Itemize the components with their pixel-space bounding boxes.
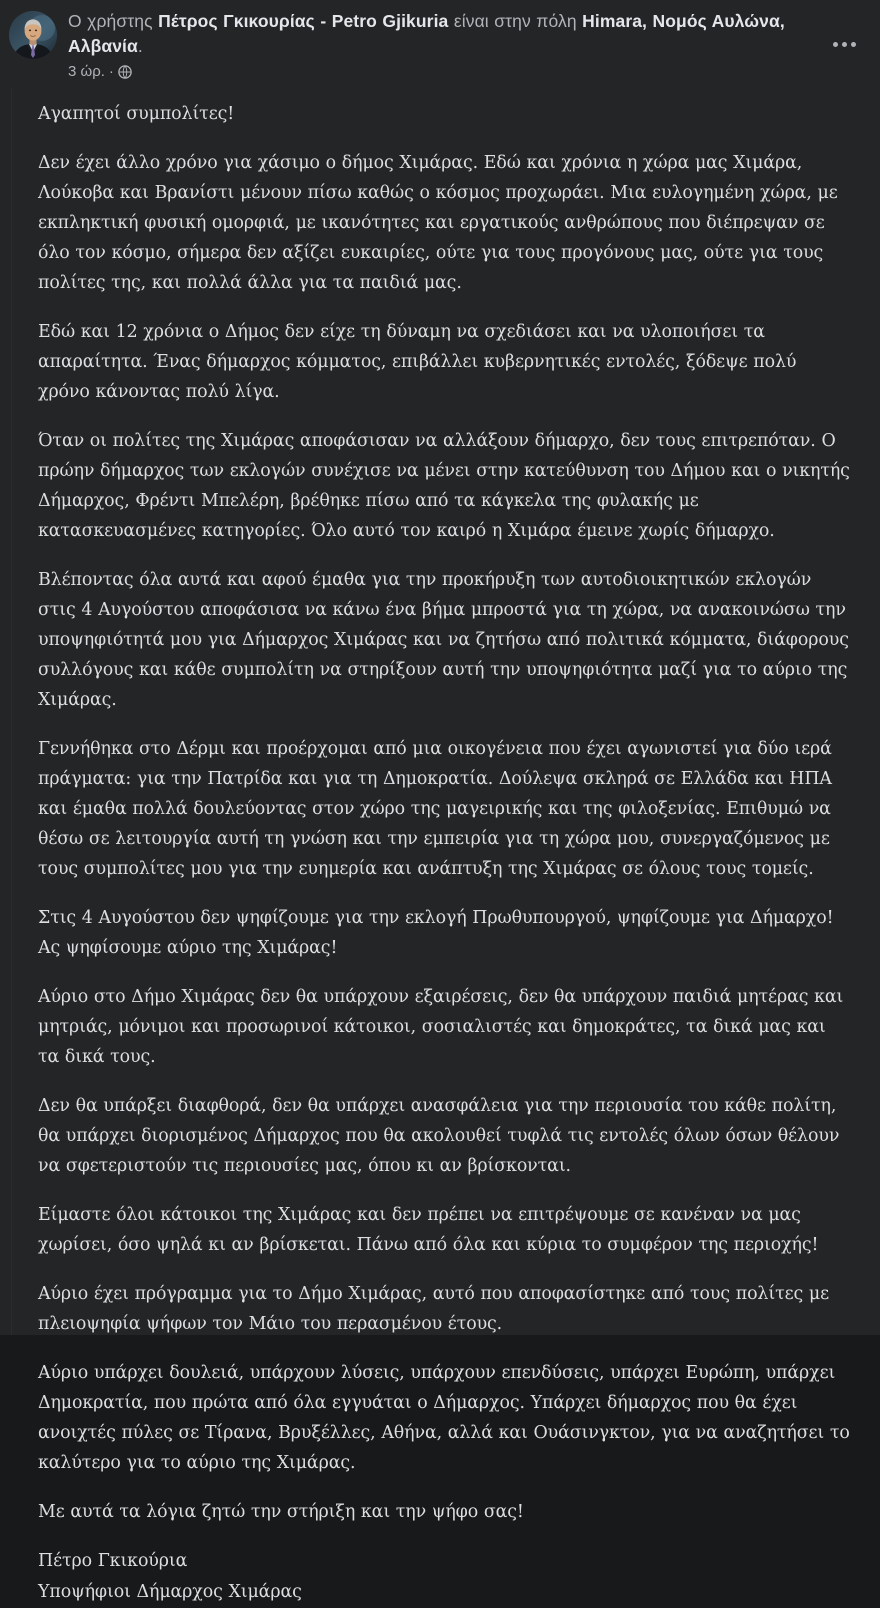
byline: [68, 9, 810, 59]
signature-title: Υποψήφιοι Δήμαρχος Χιμάρας: [38, 1582, 302, 1602]
byline-prefix: Ο χρήστης: [68, 11, 159, 31]
location-link[interactable]: Himara, Νομός Αυλώνα, Αλβανία: [68, 11, 785, 56]
ellipsis-dot: [842, 42, 847, 47]
post-paragraph: Αγαπητοί συμπολίτες!: [38, 104, 235, 124]
post-timestamp[interactable]: 3 ώρ.: [68, 63, 105, 80]
post-paragraph: Δεν θα υπάρξει διαφθορά, δεν θα υπάρχει ανασφάλεια για την περιουσία του κάθε πολίτη, θα υπάρχει διορισμένος Δήμαρχος που θα ακολουθεί τυφλά τις εντολές όλων όσων θέλουν να σφετεριστούν τις περιουσίες μας, όπου κι αν βρίσκονται.: [38, 1096, 840, 1176]
profile-avatar-icon: [9, 11, 57, 59]
post-paragraph: Όταν οι πολίτες της Χιμάρας αποφάσισαν να αλλάξουν δήμαρχο, δεν τους επιτρεπόταν. Ο πρώην δήμαρχος των εκλογών συνέχισε να μένει στην κατεύθυνση του Δήμου και ο νικητής Δήμαρχος, Φρέντι Μπελέρη, βρέθηκε πίσω από τα κάγκελα της φυλακής με κατασκευασμένες κατηγορίες. Όλο αυτό τον καιρό η Χιμάρα έμεινε χωρίς δήμαρχο.: [38, 431, 850, 541]
ellipsis-dot: [851, 42, 856, 47]
post-body: [0, 81, 880, 1608]
post-paragraph: Εδώ και 12 χρόνια ο Δήμος δεν είχε τη δύναμη να σχεδιάσει και να υλοποιήσει τα απαραίτητα. Ένας δήμαρχος κόμματος, επιβάλλει κυβερνητικές εντολές, ξόδεψε πολύ χρόνο κάνοντας πολύ λίγα.: [38, 322, 797, 402]
post-header: [0, 0, 880, 81]
post-paragraph: Αύριο στο Δήμο Χιμάρας δεν θα υπάρχουν εξαιρέσεις, δεν θα υπάρχουν παιδιά μητέρας και μητριάς, μόνιμοι και προσωρινοί κάτοικοι, σοσιαλιστές και δημοκράτες, τα δικά μας και τα δικά τους.: [38, 987, 844, 1067]
globe-icon[interactable]: [118, 65, 132, 79]
post-paragraph: Είμαστε όλοι κάτοικοι της Χιμάρας και δεν πρέπει να επιτρέψουμε σε κανέναν να μας χωρίσει, όσο ψηλά κι αν βρίσκεται. Πάνω από όλα και κύρια το συμφέρον της περιοχής!: [38, 1205, 819, 1255]
post-meta: [68, 63, 810, 81]
ellipsis-dot: [833, 42, 838, 47]
post-paragraph: Στις 4 Αυγούστου δεν ψηφίζουμε για την εκλογή Πρωθυπουργού, ψηφίζουμε για Δήμαρχο! Ας ψηφίσουμε αύριο της Χιμάρας!: [38, 908, 834, 958]
signature-name: Πέτρο Γκικούρια: [38, 1551, 188, 1571]
post-header-text: [57, 9, 868, 81]
byline-period: .: [137, 36, 143, 56]
post-paragraph: Γεννήθηκα στο Δέρμι και προέρχομαι από μια οικογένεια που έχει αγωνιστεί για δύο ιερά πράγματα: για την Πατρίδα και για τη Δημοκρατία. Δούλεψα σκληρά σε Ελλάδα και ΗΠΑ και έμαθα πολλά δουλεύοντας στον χώρο της μαγειρικής και της φιλοξενίας. Επιθυμώ να θέσω σε λειτουργία αυτή τη γνώση και την εμπειρία για τη χώρα μου, συνεργαζόμενος με τους συμπολίτες μου για την ευημερία και ανάπτυξη της Χιμάρας σε όλους τους τομείς.: [38, 739, 832, 879]
post-paragraph: Βλέποντας όλα αυτά και αφού έμαθα για την προκήρυξη των αυτοδιοικητικών εκλογών στις 4 Αυγούστου αποφάσισα να κάνω ένα βήμα μπροστά για τη χώρα, να ανακοινώσω την υποψηφιότητά μου για Δήμαρχος Χιμάρας και να ζητήσω από πολιτικά κόμματα, διάφορους συλλόγους και κάθε συμπολίτη να στηρίξουν αυτή την υποψηφιότητα μαζί για το αύριο της Χιμάρας.: [38, 570, 849, 710]
avatar[interactable]: [9, 11, 57, 59]
post-paragraph: Με αυτά τα λόγια ζητώ την στήριξη και την ψήφο σας!: [38, 1502, 524, 1522]
author-name-link[interactable]: Πέτρος Γκικουρίας - Petro Gjikuria: [158, 11, 449, 31]
meta-separator: ·: [108, 63, 114, 80]
post-paragraph: Αύριο υπάρχει δουλειά, υπάρχουν λύσεις, υπάρχουν επενδύσεις, υπάρχει Ευρώπη, υπάρχει Δημοκρατία, που πρώτα από όλα εγγυάται ο Δήμαρχος. Υπάρχει δήμαρχος που θα έχει ανοιχτές πύλες σε Τίρανα, Βρυξέλλες, Αθήνα, αλλά και Ουάσινγκτον, για να αναζητήσει το καλύτερο για το αύριο της Χιμάρας.: [38, 1363, 850, 1473]
post-options-button[interactable]: [826, 26, 862, 62]
post-paragraph: Δεν έχει άλλο χρόνο για χάσιμο ο δήμος Χιμάρας. Εδώ και χρόνια η χώρα μας Χιμάρα, Λούκοβα και Βρανίστι μένουν πίσω καθώς ο κόσμος προχωράει. Μια ευλογημένη χώρα, με εκπληκτική φυσική ομορφιά, με ικανότητες και εργατικούς ανθρώπους που διέπρεψαν σε όλο τον κόσμο, σήμερα δεν αξίζει ευκαιρίες, ούτε για τους προγόνους μας, ούτε για τους πολίτες της, και πολλά άλλα για τα παιδιά μας.: [38, 153, 838, 293]
byline-middle: είναι στην πόλη: [448, 11, 583, 31]
content-edge-divider: [11, 88, 12, 1335]
post-paragraph: Αύριο έχει πρόγραμμα για το Δήμο Χιμάρας, αυτό που αποφασίστηκε από τους πολίτες με πλειοψηφία ψήφων τον Μάιο του περασμένου έτους.: [38, 1284, 829, 1334]
